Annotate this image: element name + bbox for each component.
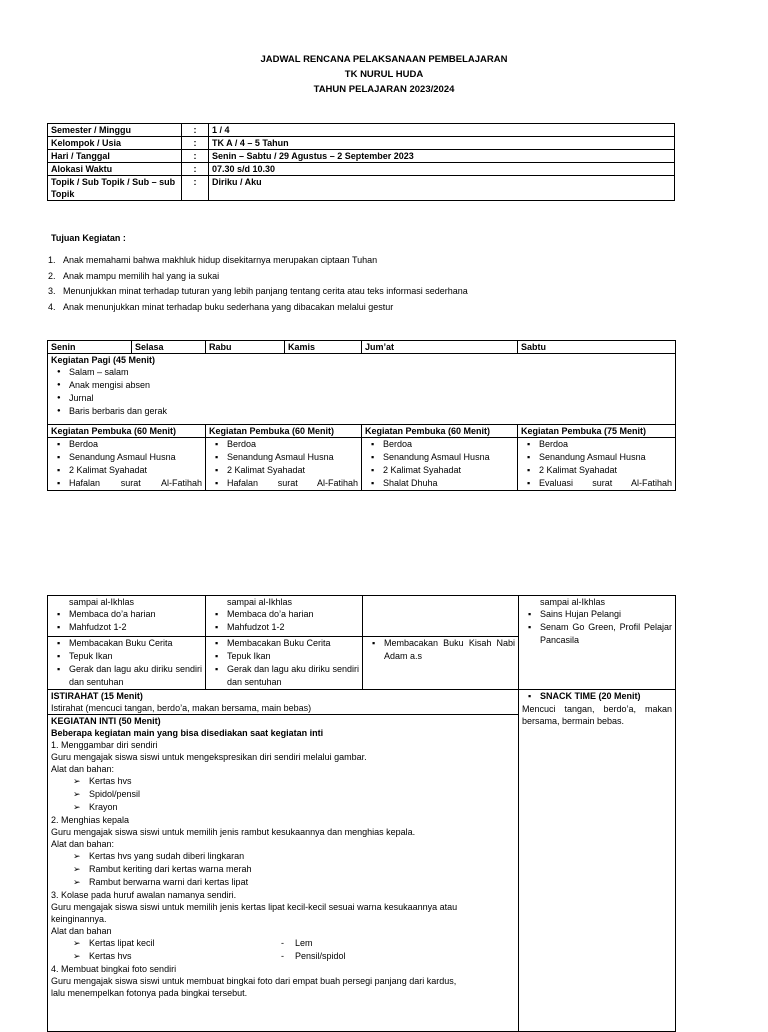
k2-title: 2. Menghias kepala <box>51 815 130 825</box>
tujuan-num: 1. <box>48 255 56 265</box>
k1-title: 1. Menggambar diri sendiri <box>51 740 158 750</box>
info-colon: : <box>182 137 209 150</box>
pembuka-list <box>521 438 672 490</box>
snack-title: ▪ SNACK TIME (20 Menit) <box>522 690 672 703</box>
info-label: Alokasi Waktu <box>48 163 182 176</box>
inti-subtitle: Beberapa kegiatan main yang bisa disediakan saat kegiatan inti <box>51 728 324 738</box>
day-header: Selasa <box>132 341 206 354</box>
list-item: ▪ Senam Go Green, Profil Pelajar Pancasila <box>522 621 672 647</box>
cont-cell <box>363 637 519 690</box>
pembuka-title-row <box>48 425 676 438</box>
list-item: ▪ Membaca do’a harian <box>209 608 359 621</box>
list-item: ● Jurnal <box>51 392 672 405</box>
list-item: ▪ Membaca do’a harian <box>51 608 202 621</box>
cont-list <box>366 637 515 663</box>
list-item: ▪ Hafalan surat Al-Fatihah <box>51 477 202 490</box>
list-item: ▪ Gerak dan lagu aku diriku sendiri dan sentuhan <box>209 663 359 689</box>
info-label: Kelompok / Usia <box>48 137 182 150</box>
list-item: ● Salam – salam <box>51 366 672 379</box>
day-header: Jum’at <box>362 341 518 354</box>
list-item: ▪ Tepuk Ikan <box>51 650 202 663</box>
info-value: Diriku / Aku <box>209 176 675 201</box>
list-item: ▪ Senandung Asmaul Husna <box>365 451 514 464</box>
info-row <box>48 176 675 201</box>
k4-title: 4. Membuat bingkai foto sendiri <box>51 964 177 974</box>
list-item: ▪ Shalat Dhuha <box>365 477 514 490</box>
day-header: Kamis <box>285 341 362 354</box>
pembuka-cell <box>362 438 518 491</box>
info-label: Hari / Tanggal <box>48 150 182 163</box>
k1-list <box>51 775 515 814</box>
k1-text: Guru mengajak siswa siswi untuk mengekspresikan diri sendiri melalui gambar. <box>51 752 367 762</box>
list-item: ▪ Senandung Asmaul Husna <box>209 451 358 464</box>
k4-text: lalu menempelkan fotonya pada bingkai tersebut. <box>51 988 248 998</box>
list-item: ▪ 2 Kalimat Syahadat <box>209 464 358 477</box>
tujuan-item <box>48 285 468 301</box>
list-item-text: Lem <box>295 938 313 948</box>
cont-cell <box>363 596 519 637</box>
doc-title-line1: JADWAL RENCANA PELAKSANAAN PEMBELAJARAN <box>260 54 508 65</box>
list-item: ➢ Rambut berwarna warni dari kertas lipat <box>51 876 515 889</box>
istirahat-text: Istirahat (mencuci tangan, berdo’a, makan bersama, main bebas) <box>51 703 312 713</box>
cont-cell <box>48 596 206 637</box>
dash: - <box>281 951 284 961</box>
k4-text: Guru mengajak siswa siswi untuk membuat bingkai foto dari empat buah persegi panjang dari kardus, <box>51 976 457 986</box>
list-item: ▪ Membacakan Buku Cerita <box>209 637 359 650</box>
tujuan-num: 2. <box>48 270 56 281</box>
cont-cell <box>206 596 363 637</box>
tujuan-text: Anak memahami bahwa makhluk hidup disekitarnya merupakan ciptaan Tuhan <box>63 255 378 265</box>
k2-alat: Alat dan bahan: <box>51 839 115 849</box>
k3-alat: Alat dan bahan <box>51 926 112 936</box>
pembuka-title: Kegiatan Pembuka (60 Menit) <box>362 425 518 438</box>
list-item: ▪ Evaluasi surat Al-Fatihah <box>521 477 672 490</box>
info-colon: : <box>182 176 209 201</box>
cont-cell-sabtu <box>519 596 676 690</box>
pembuka-list <box>365 438 514 490</box>
snack-list <box>522 690 672 703</box>
pembuka-title: Kegiatan Pembuka (60 Menit) <box>48 425 206 438</box>
tujuan-text: Anak menunjukkan minat terhadap buku sederhana yang dibacakan melalui gestur <box>63 301 394 312</box>
list-item: ▪ Gerak dan lagu aku diriku sendiri dan sentuhan <box>51 663 202 689</box>
day-header: Rabu <box>206 341 285 354</box>
list-item <box>281 937 346 950</box>
tujuan-text: Anak mampu memilih hal yang ia sukai <box>63 270 220 281</box>
k3-items <box>51 937 515 963</box>
istirahat-row <box>48 690 676 715</box>
list-item: ▪ Senandung Asmaul Husna <box>51 451 202 464</box>
pembuka-cell <box>48 438 206 491</box>
list-item: ● Baris berbaris dan gerak <box>51 405 672 418</box>
list-item: ▪ Mahfudzot 1-2 <box>209 621 359 634</box>
list-item: ▪ Mahfudzot 1-2 <box>51 621 202 634</box>
cont-list <box>51 608 202 634</box>
kegiatan-pagi-cell <box>48 354 676 425</box>
k3-right-list <box>281 937 346 963</box>
info-label: Topik / Sub Topik / Sub – sub Topik <box>48 176 182 201</box>
tujuan-text: Menunjukkan minat terhadap tuturan yang lebih panjang tentang cerita atau teks informasi sederhana <box>63 286 468 296</box>
info-row <box>48 150 675 163</box>
pembuka-content-row <box>48 438 676 491</box>
k3-title: 3. Kolase pada huruf awalan namanya sendiri. <box>51 890 237 900</box>
doc-title-line3: TAHUN PELAJARAN 2023/2024 <box>313 84 455 95</box>
inti-cell <box>48 715 519 1032</box>
list-item: ➢ Spidol/pensil <box>51 788 515 801</box>
cont-cell <box>48 637 206 690</box>
list-item: ▪ Membacakan Buku Cerita <box>51 637 202 650</box>
cont-text: sampai al-Ikhlas <box>69 597 135 607</box>
list-item: ▪ Berdoa <box>521 438 672 451</box>
continuation-table <box>47 595 676 1032</box>
list-item: ➢ Kertas hvs <box>51 950 291 963</box>
kegiatan-pagi-list <box>51 366 672 418</box>
kegiatan-pagi-row <box>48 354 676 425</box>
tujuan-heading: Tujuan Kegiatan : <box>51 233 126 243</box>
info-value: TK A / 4 – 5 Tahun <box>209 137 675 150</box>
cont-list <box>522 608 672 647</box>
info-value: Senin – Sabtu / 29 Agustus – 2 September 2023 <box>209 150 675 163</box>
list-item: ▪ Berdoa <box>365 438 514 451</box>
list-item: ▪ Berdoa <box>209 438 358 451</box>
list-item: ● Anak mengisi absen <box>51 379 672 392</box>
days-header-row <box>48 341 676 354</box>
tujuan-list <box>48 254 468 316</box>
list-item: ➢ Kertas hvs yang sudah diberi lingkaran <box>51 850 515 863</box>
k3-list <box>51 937 291 963</box>
inti-title: KEGIATAN INTI (50 Menit) <box>51 716 161 726</box>
day-header: Senin <box>48 341 132 354</box>
list-item: ▪ 2 Kalimat Syahadat <box>51 464 202 477</box>
list-item: ▪ Senandung Asmaul Husna <box>521 451 672 464</box>
info-value: 07.30 s/d 10.30 <box>209 163 675 176</box>
list-item: ▪ 2 Kalimat Syahadat <box>365 464 514 477</box>
list-item: ▪ 2 Kalimat Syahadat <box>521 464 672 477</box>
k2-text: Guru mengajak siswa siswi untuk memilih jenis rambut kesukaannya dan menghias kepala. <box>51 827 416 837</box>
istirahat-title: ISTIRAHAT (15 Menit) <box>51 691 143 701</box>
cont-list <box>51 637 202 689</box>
info-row <box>48 137 675 150</box>
snack-text: Mencuci tangan, berdo’a, makan bersama, bermain bebas. <box>522 704 672 726</box>
day-header: Sabtu <box>518 341 676 354</box>
list-item: ▪ Membacakan Buku Kisah Nabi Adam a.s <box>366 637 515 663</box>
k3-text: keinginannya. <box>51 914 107 924</box>
tujuan-num: 4. <box>48 301 56 312</box>
tujuan-item <box>48 270 468 286</box>
list-item: ➢ Kertas hvs <box>51 775 515 788</box>
info-row <box>48 124 675 137</box>
list-item <box>281 950 346 963</box>
k2-list <box>51 850 515 889</box>
pembuka-cell <box>518 438 676 491</box>
schedule-table <box>47 340 676 491</box>
pembuka-title: Kegiatan Pembuka (75 Menit) <box>518 425 676 438</box>
info-table <box>47 123 675 201</box>
info-label: Semester / Minggu <box>48 124 182 137</box>
cont-text: sampai al-Ikhlas <box>540 597 606 607</box>
list-item: ➢ Rambut keriting dari kertas warna merah <box>51 863 515 876</box>
doc-title-line2: TK NURUL HUDA <box>344 69 424 80</box>
snack-cell <box>519 690 676 1032</box>
info-colon: : <box>182 163 209 176</box>
cont-top-row <box>48 596 676 637</box>
list-item: ➢ Kertas lipat kecil <box>51 937 291 950</box>
info-colon: : <box>182 150 209 163</box>
kegiatan-pagi-title: Kegiatan Pagi (45 Menit) <box>51 355 156 365</box>
list-item: ▪ Tepuk Ikan <box>209 650 359 663</box>
k3-text: Guru mengajak siswa siswi untuk memilih jenis kertas lipat kecil-kecil sesuai warna kesukaannya atau <box>51 902 458 912</box>
info-value: 1 / 4 <box>209 124 675 137</box>
info-row <box>48 163 675 176</box>
cont-list <box>209 637 359 689</box>
istirahat-cell <box>48 690 519 715</box>
pembuka-title: Kegiatan Pembuka (60 Menit) <box>206 425 362 438</box>
tujuan-num: 3. <box>48 286 56 296</box>
pembuka-cell <box>206 438 362 491</box>
cont-cell <box>206 637 363 690</box>
list-item: ▪ Sains Hujan Pelangi <box>522 608 672 621</box>
tujuan-item <box>48 254 468 270</box>
cont-text: sampai al-Ikhlas <box>227 597 293 607</box>
list-item-text: Pensil/spidol <box>295 951 346 961</box>
k1-alat: Alat dan bahan: <box>51 764 115 774</box>
info-colon: : <box>182 124 209 137</box>
cont-list <box>209 608 359 634</box>
tujuan-item <box>48 301 468 317</box>
list-item: ➢ Krayon <box>51 801 515 814</box>
pembuka-list <box>209 438 358 490</box>
dash: - <box>281 938 284 948</box>
list-item: ▪ Hafalan surat Al-Fatihah <box>209 477 358 490</box>
list-item: ▪ Berdoa <box>51 438 202 451</box>
pembuka-list <box>51 438 202 490</box>
